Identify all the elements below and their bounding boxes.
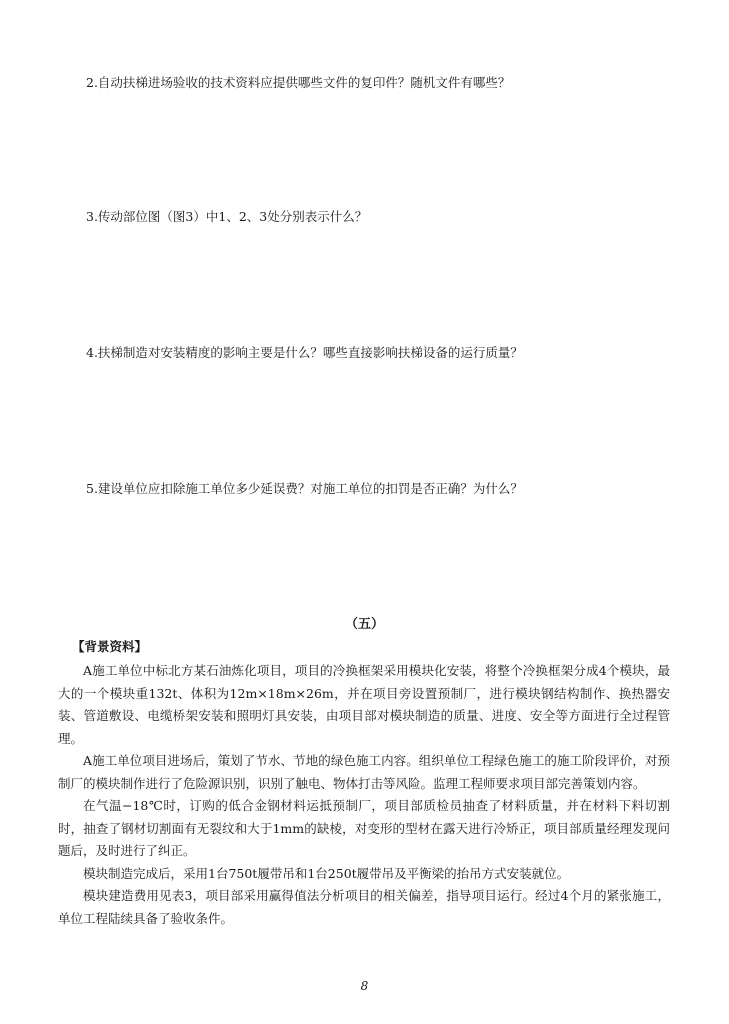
section-title: （五） <box>344 617 384 632</box>
paragraph-5: 模块建造费用见表3，项目部采用赢得值法分析项目的相关偏差，指导项目运行。经过4个月的紧张施工，单位工程陆续具备了验收条件。 <box>58 888 670 926</box>
question-5: 5.建设单位应扣除施工单位多少延误费？对施工单位的扣罚是否正确？为什么？ <box>86 481 523 496</box>
paragraph-4: 模块制造完成后，采用1台750t履带吊和1台250t履带吊及平衡梁的抬吊方式安装就位。 <box>83 865 570 881</box>
paragraph-3: 在气温−18℃时，订购的低合金钢材料运抵预制厂，项目部质检员抽查了材料质量，并在材料下料切割时，抽查了钢材切割面有无裂纹和大于1mm的缺棱，对变形的型材在露天进行冷矫正，项目部质量经理发现问题后，及时进行了纠正。 <box>58 798 670 858</box>
background-heading: 【背景资料】 <box>72 639 148 654</box>
paragraph-2: A施工单位项目进场后，策划了节水、节地的绿色施工内容。组织单位工程绿色施工的施工阶段评价，对预制厂的模块制作进行了危险源识别，识别了触电、物体打击等风险。监理工程师要求项目部完善策划内容。 <box>58 753 670 791</box>
question-2: 2.自动扶梯进场验收的技术资料应提供哪些文件的复印件？随机文件有哪些？ <box>86 75 511 90</box>
background-body <box>58 660 670 930</box>
question-3: 3.传动部位图（图3）中1、2、3处分别表示什么？ <box>86 209 368 224</box>
paragraph-1: A施工单位中标北方某石油炼化项目，项目的冷换框架采用模块化安装，将整个冷换框架分成4个模块，最大的一个模块重132t、体积为12m×18m×26m，并在项目旁设置预制厂，进行模块钢结构制作、换热器安装、管道敷设、电缆桥架安装和照明灯具安装，由项目部对模块制造的质量、进度、安全等方面进行全过程管理。 <box>58 663 670 746</box>
page-number: 8 <box>360 979 369 993</box>
question-4: 4.扶梯制造对安装精度的影响主要是什么？哪些直接影响扶梯设备的运行质量？ <box>86 345 523 360</box>
